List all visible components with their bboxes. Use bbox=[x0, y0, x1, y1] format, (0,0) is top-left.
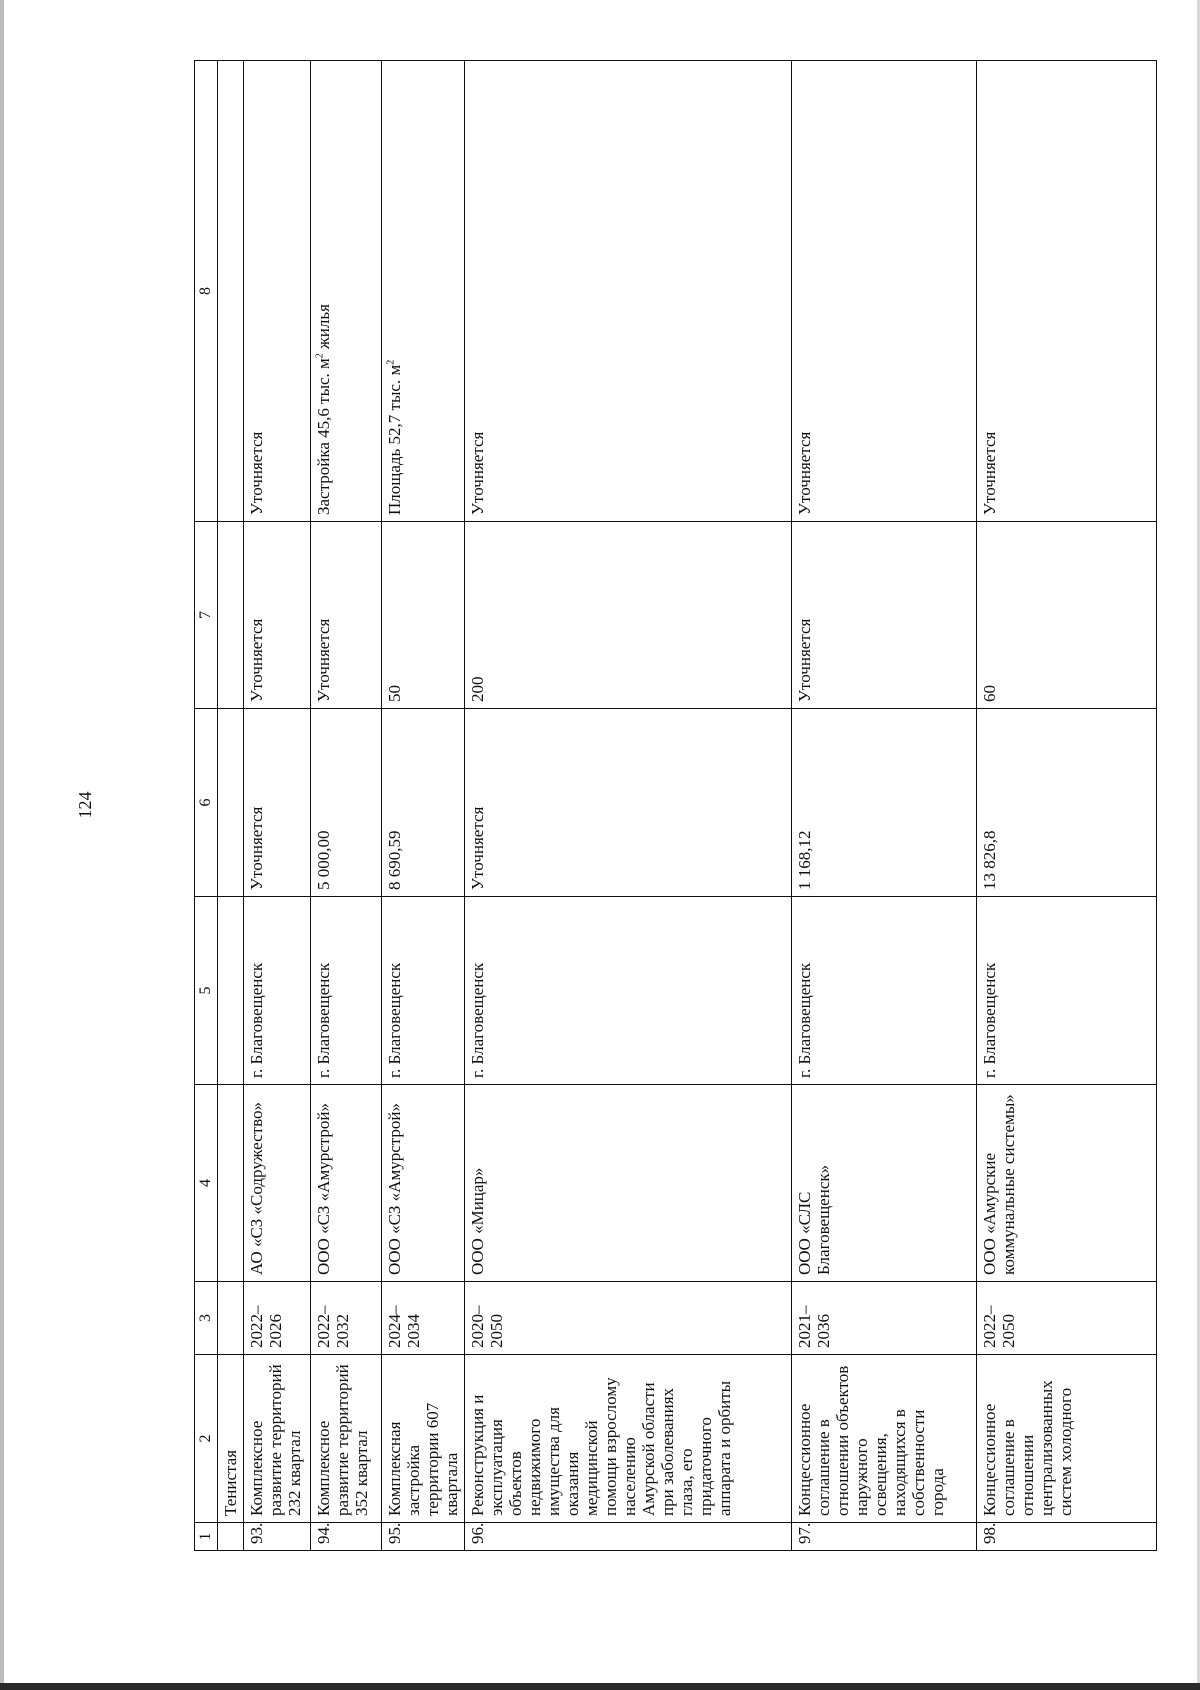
column-number: 3 bbox=[195, 1282, 218, 1355]
project-note: Уточняется bbox=[977, 61, 1157, 522]
project-location: г. Благовещенск bbox=[381, 897, 464, 1085]
table-row bbox=[381, 61, 464, 1551]
project-jobs: Уточняется bbox=[243, 522, 310, 709]
row-number: 96. bbox=[465, 1523, 792, 1551]
project-name: Комплексное развитие территорий 352 квартал bbox=[310, 1355, 381, 1523]
project-location: г. Благовещенск bbox=[465, 897, 792, 1085]
scan-edge-left bbox=[0, 0, 4, 1690]
project-location: г. Благовещенск bbox=[792, 897, 977, 1085]
project-jobs: Уточняется bbox=[310, 522, 381, 709]
project-location: г. Благовещенск bbox=[243, 897, 310, 1085]
row-number: 93. bbox=[243, 1523, 310, 1551]
project-name: Концессионное соглашение в отношении объектов наружного освещения, находящихся в собственности города bbox=[792, 1355, 977, 1523]
cell-empty bbox=[217, 1282, 243, 1355]
table-row bbox=[977, 61, 1157, 1551]
project-period: 2022–2032 bbox=[310, 1282, 381, 1355]
project-jobs: Уточняется bbox=[792, 522, 977, 709]
project-note: Уточняется bbox=[792, 61, 977, 522]
column-number: 4 bbox=[195, 1085, 218, 1282]
project-volume: 1 168,12 bbox=[792, 709, 977, 897]
column-number: 7 bbox=[195, 522, 218, 709]
continuation-row bbox=[217, 61, 243, 1551]
scan-edge-bottom bbox=[0, 1683, 1200, 1690]
rotated-table-container bbox=[194, 61, 1194, 1551]
project-note: Застройка 45,6 тыс. $м^2$ жилья bbox=[310, 61, 381, 522]
projects-table bbox=[194, 60, 1157, 1551]
cell-empty bbox=[217, 1523, 243, 1551]
project-period: 2024–2034 bbox=[381, 1282, 464, 1355]
project-period: 2020–2050 bbox=[465, 1282, 792, 1355]
column-number: 8 bbox=[195, 61, 218, 522]
cell-empty bbox=[217, 522, 243, 709]
project-name: Концессионное соглашение в отношении централизованных систем холодного bbox=[977, 1355, 1157, 1523]
project-investor: ООО «Мицар» bbox=[465, 1085, 792, 1282]
column-number: 6 bbox=[195, 709, 218, 897]
table-row bbox=[465, 61, 792, 1551]
project-location: г. Благовещенск bbox=[977, 897, 1157, 1085]
row-number: 98. bbox=[977, 1523, 1157, 1551]
project-jobs: 50 bbox=[381, 522, 464, 709]
row-number: 94. bbox=[310, 1523, 381, 1551]
continuation-text: Тенистая bbox=[217, 1355, 243, 1523]
project-jobs: 200 bbox=[465, 522, 792, 709]
project-period: 2021–2036 bbox=[792, 1282, 977, 1355]
project-investor: ООО «СЗ «Амурстрой» bbox=[381, 1085, 464, 1282]
project-period: 2022–2026 bbox=[243, 1282, 310, 1355]
project-investor: ООО «СЗ «Амурстрой» bbox=[310, 1085, 381, 1282]
project-name: Комплексная застройка территории 607 квартала bbox=[381, 1355, 464, 1523]
column-number: 2 bbox=[195, 1355, 218, 1523]
cell-empty bbox=[217, 897, 243, 1085]
project-investor: ООО «СЛС Благовещенск» bbox=[792, 1085, 977, 1282]
row-number: 95. bbox=[381, 1523, 464, 1551]
cell-empty bbox=[217, 61, 243, 522]
table-row bbox=[310, 61, 381, 1551]
project-investor: ООО «Амурские коммунальные системы» bbox=[977, 1085, 1157, 1282]
project-volume: 5 000,00 bbox=[310, 709, 381, 897]
table-row bbox=[243, 61, 310, 1551]
project-volume: 8 690,59 bbox=[381, 709, 464, 897]
project-period: 2022–2050 bbox=[977, 1282, 1157, 1355]
column-number: 1 bbox=[195, 1523, 218, 1551]
table-row bbox=[792, 61, 977, 1551]
column-number-row bbox=[195, 61, 218, 1551]
row-number: 97. bbox=[792, 1523, 977, 1551]
project-volume: 13 826,8 bbox=[977, 709, 1157, 897]
project-name: Реконструкция и эксплуатация объектов недвижимого имущества для оказания медицинской помощи взрослому населению Амурской области при заболеваниях глаза, его придаточного аппарата и орбиты bbox=[465, 1355, 792, 1523]
cell-empty bbox=[217, 709, 243, 897]
project-name: Комплексное развитие территорий 232 квартал bbox=[243, 1355, 310, 1523]
project-location: г. Благовещенск bbox=[310, 897, 381, 1085]
project-note: Уточняется bbox=[465, 61, 792, 522]
project-investor: АО «СЗ «Содружество» bbox=[243, 1085, 310, 1282]
cell-empty bbox=[217, 1085, 243, 1282]
page-number: 124 bbox=[75, 791, 95, 819]
project-volume: Уточняется bbox=[243, 709, 310, 897]
project-note: Площадь 52,7 тыс. $м^2$ bbox=[381, 61, 464, 522]
project-volume: Уточняется bbox=[465, 709, 792, 897]
project-note: Уточняется bbox=[243, 61, 310, 522]
column-number: 5 bbox=[195, 897, 218, 1085]
project-jobs: 60 bbox=[977, 522, 1157, 709]
